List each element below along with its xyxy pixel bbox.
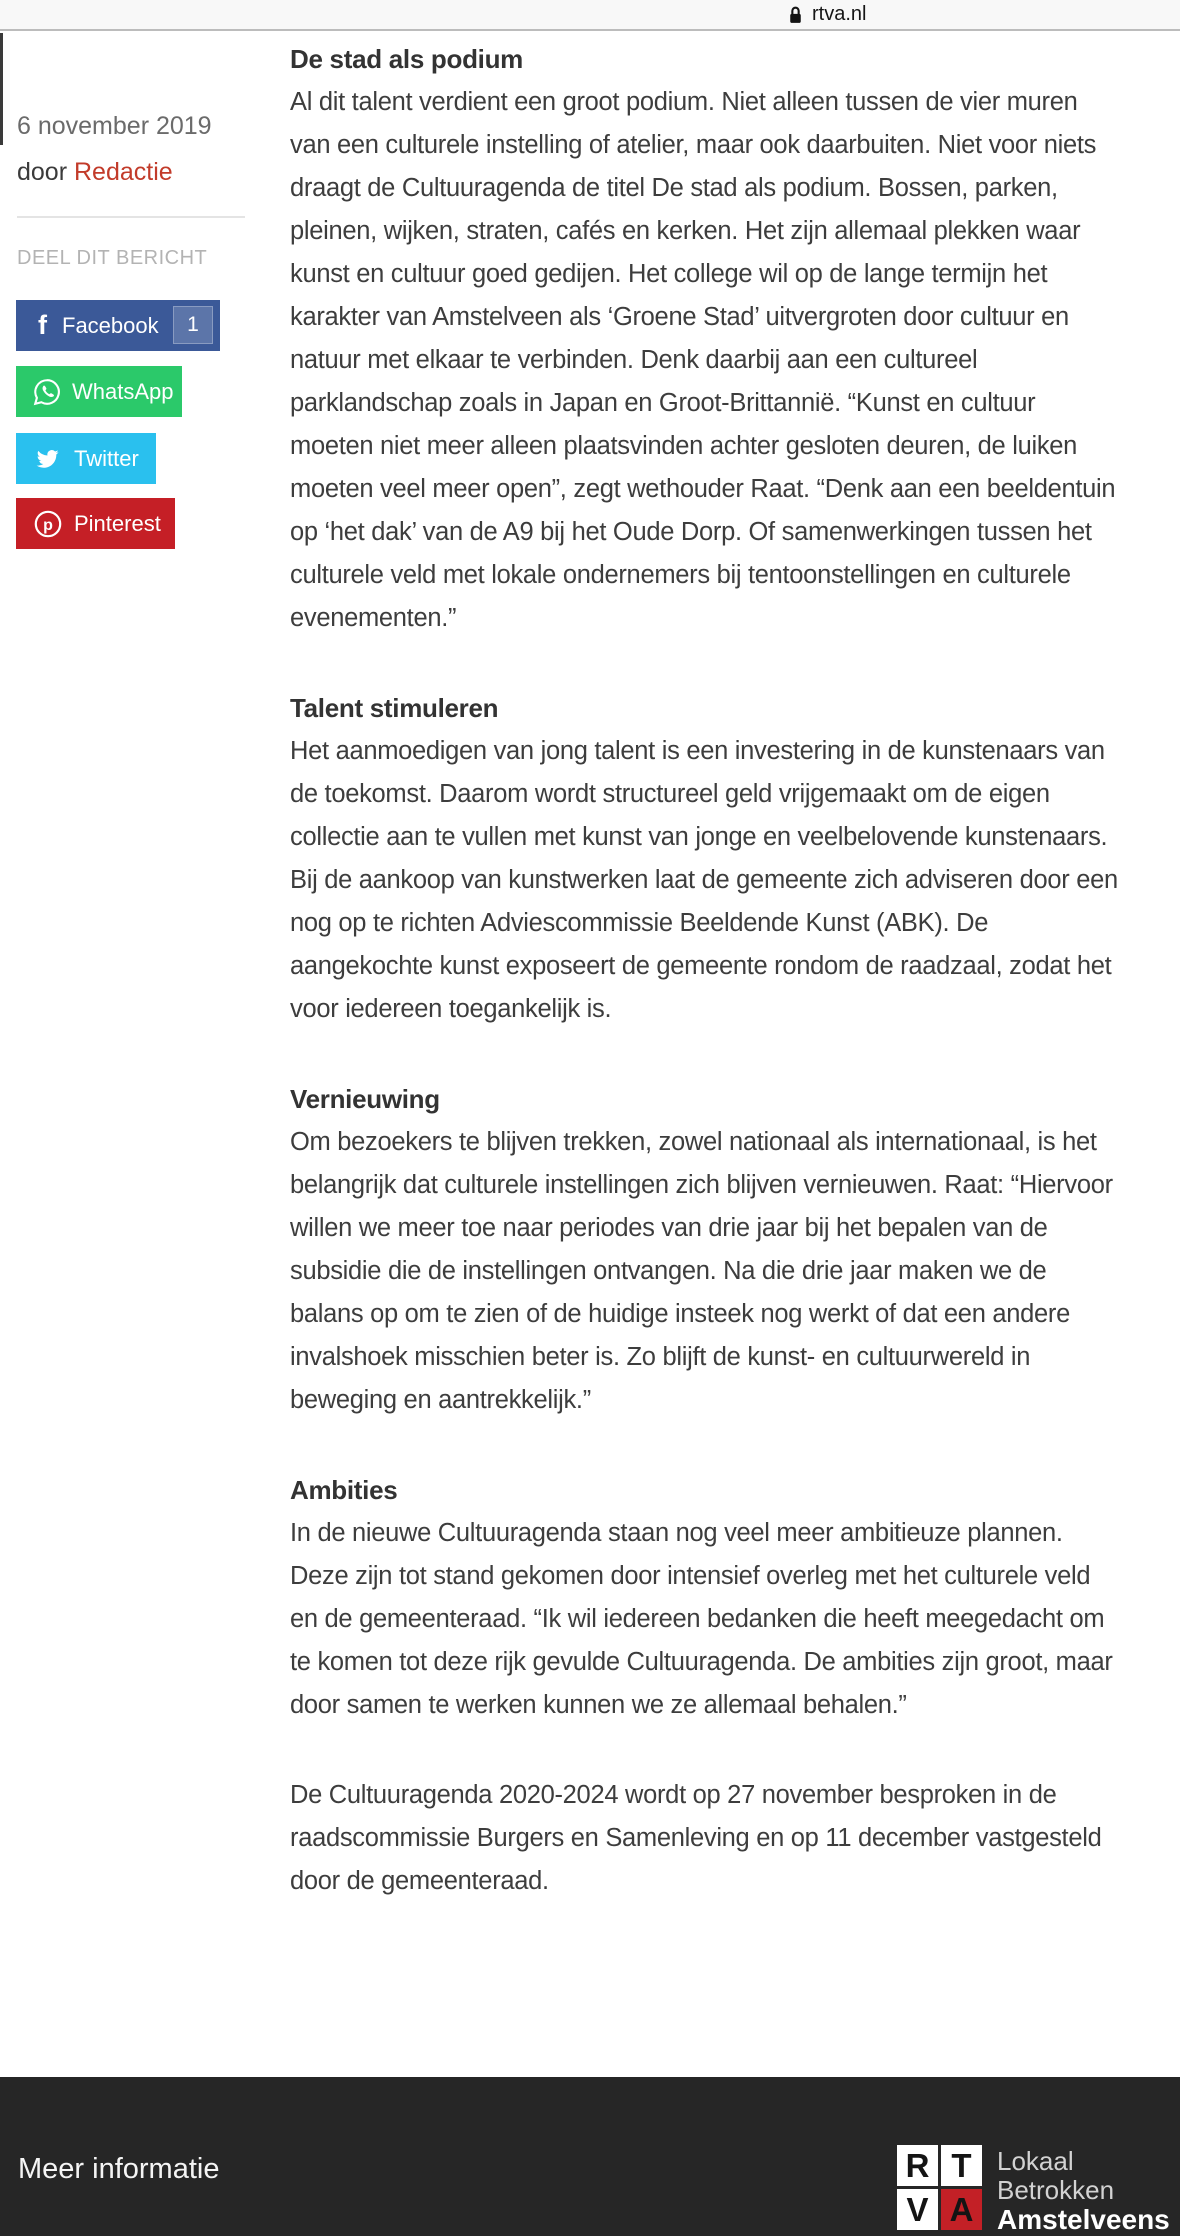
logo-letter-a: A — [941, 2189, 982, 2230]
share-heading: DEEL DIT BERICHT — [17, 247, 208, 269]
share-facebook-label: Facebook — [62, 312, 159, 338]
url-text: rtva.nl — [812, 3, 867, 25]
section-heading: De stad als podium — [290, 44, 523, 74]
lock-icon — [788, 5, 803, 25]
whatsapp-icon — [32, 377, 62, 407]
byline — [17, 158, 173, 187]
share-whatsapp-button[interactable] — [16, 366, 182, 417]
section-heading: Vernieuwing — [290, 1084, 440, 1114]
divider — [17, 216, 245, 218]
logo-letter-r: R — [897, 2145, 938, 2186]
logo-letter-v: V — [897, 2189, 938, 2230]
section-heading: Talent stimuleren — [290, 693, 499, 723]
section-paragraph: In de nieuwe Cultuuragenda staan nog veel meer ambitieuze plannen. Deze zijn tot stand gekomen door intensief overleg met het culturele veld en de gemeenteraad. “Ik wil iedereen bedanken die heeft meegedacht om te komen tot deze rijk gevulde Cultuuragenda. De ambities zijn groot, maar door samen te werken kunnen we ze allemaal behalen.” — [290, 1519, 1113, 1719]
section-paragraph: Het aanmoedigen van jong talent is een investering in de kunstenaars van de toekomst. Daarom wordt structureel geld vrijgemaakt om de eigen collectie aan te vullen met kunst van jonge en veelbelovende kunstenaars. Bij de aankoop van kunstwerken laat de gemeente zich adviseren door een nog op te richten Adviescommissie Beeldende Kunst (ABK). De aangekochte kunst exposeert de gemeente rondom de raadzaal, zodat het voor iedereen toegankelijk is. — [290, 737, 1118, 1023]
share-whatsapp-label: WhatsApp — [72, 378, 174, 404]
author-link[interactable]: Redactie — [73, 158, 173, 186]
pinterest-icon — [34, 510, 62, 538]
browser-address-bar[interactable] — [0, 0, 1180, 31]
article-section — [290, 38, 1123, 640]
section-paragraph: Al dit talent verdient een groot podium. Niet alleen tussen de vier muren van een culturele instelling of atelier, maar ook daarbuiten. Niet voor niets draagt de Cultuuragenda de titel De stad als podium. Bossen, parken, pleinen, wijken, straten, cafés en kerken. Het zijn allemaal plekken waar kunst en cultuur goed gedijen. Het college wil op de lange termijn het karakter van Amstelveen als ‘Groene Stad’ uitvergroten door cultuur en natuur met elkaar te verbinden. Denk daarbij aan een cultureel parklandschap zoals in Japan en Groot-Brittannië. “Kunst en cultuur moeten niet meer alleen plaatsvinden achter gesloten deuren, de luiken moeten veel meer open”, zegt wethouder Raat. “Denk aan een beeldentuin op ‘het dak’ van de A9 bij het Oude Dorp. Of samenwerkingen tussen het culturele veld met lokale ondernemers bij tentoonstellingen en culturele evenementen.” — [290, 88, 1116, 632]
share-pinterest-button[interactable] — [16, 498, 175, 549]
post-date: 6 november 2019 — [17, 112, 212, 140]
facebook-share-count: 1 — [173, 306, 213, 344]
footer-more-informatie: Meer informatie — [18, 2153, 220, 2185]
footer — [0, 2077, 1180, 2236]
left-edge-artifact — [0, 33, 3, 145]
byline-prefix: door — [17, 158, 74, 186]
svg-text:p: p — [43, 516, 53, 534]
logo-tagline — [997, 2145, 1170, 2234]
facebook-f-icon: f — [38, 310, 47, 340]
share-pinterest-label: Pinterest — [74, 510, 161, 536]
twitter-bird-icon — [34, 447, 62, 471]
share-facebook-button[interactable] — [16, 300, 220, 351]
article-section — [290, 1078, 1123, 1422]
section-paragraph: Om bezoekers te blijven trekken, zowel nationaal als internationaal, is het belangrijk dat culturele instellingen zich blijven vernieuwen. Raat: “Hiervoor willen we meer toe naar periodes van drie jaar bij het bepalen van de subsidie die de instellingen ontvangen. Na die drie jaar maken we de balans op om te zien of de huidige insteek nog werkt of dat een andere invalshoek misschien beter is. Zo blijft de kunst- en cultuurwereld in beweging en aantrekkelijk.” — [290, 1128, 1113, 1414]
article-section — [290, 687, 1123, 1031]
share-twitter-label: Twitter — [74, 445, 139, 471]
logo-letter-t: T — [941, 2145, 982, 2186]
article-body — [290, 38, 1123, 1903]
section-heading: Ambities — [290, 1475, 398, 1505]
article-section — [290, 1469, 1123, 1727]
tagline-betrokken: Betrokken — [997, 2175, 1115, 2205]
closing-paragraph: De Cultuuragenda 2020-2024 wordt op 27 november besproken in de raadscommissie Burgers en Samenleving en op 11 december vastgesteld door de gemeenteraad. — [290, 1781, 1102, 1895]
rtva-logo-grid — [897, 2145, 982, 2234]
rtva-logo — [897, 2145, 1170, 2234]
share-twitter-button[interactable] — [16, 433, 156, 484]
tagline-lokaal: Lokaal — [997, 2146, 1074, 2176]
tagline-amstelveens: Amstelveens — [997, 2204, 1170, 2235]
